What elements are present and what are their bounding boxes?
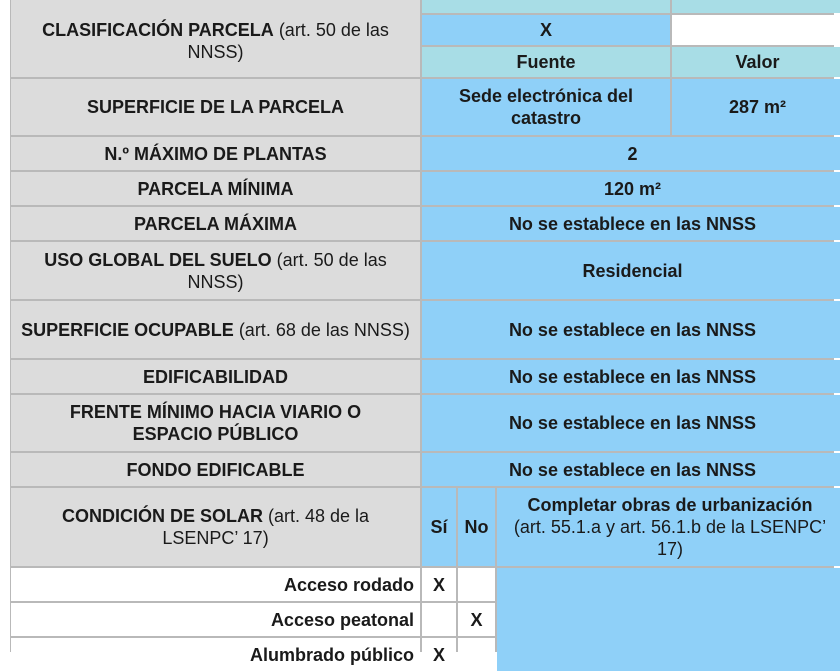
servicios-note-area bbox=[497, 568, 840, 671]
condicion-note-ref: (art. 55.1.a y art. 56.1.b de la LSENPC’ 17) bbox=[513, 517, 827, 559]
condicion-solar-ref: (art. 48 de la LSENPC’ 17) bbox=[162, 506, 370, 548]
max-plantas-label: N.º MÁXIMO DE PLANTAS bbox=[11, 137, 420, 170]
servicio-acceso-rodado-label: Acceso rodado bbox=[11, 568, 420, 601]
uso-global-label: USO GLOBAL DEL SUELO bbox=[44, 249, 272, 270]
servicio-alumbrado-publico-no bbox=[458, 638, 495, 671]
servicio-acceso-rodado-si: X bbox=[422, 568, 456, 601]
parcela-maxima-label: PARCELA MÁXIMA bbox=[11, 207, 420, 240]
clasificacion-label-cell bbox=[11, 0, 420, 77]
superficie-ocupable-label-cell bbox=[11, 301, 420, 358]
clasificacion-empty-cell bbox=[672, 15, 840, 45]
superficie-ocupable-value: No se establece en las NNSS bbox=[422, 301, 840, 358]
fondo-edificable-label: FONDO EDIFICABLE bbox=[11, 453, 420, 486]
condicion-solar-label: CONDICIÓN DE SOLAR bbox=[61, 506, 263, 526]
superficie-valor: 287 m² bbox=[672, 79, 840, 135]
superficie-fuente: Sede electrónica del catastro bbox=[422, 79, 670, 135]
uso-global-ref: (art. 50 de las NNSS) bbox=[187, 249, 387, 292]
fuente-header: Fuente bbox=[422, 47, 670, 77]
clasificacion-header-left bbox=[422, 0, 670, 13]
uso-global-value: Residencial bbox=[422, 242, 840, 299]
max-plantas-value: 2 bbox=[422, 137, 840, 170]
superficie-ocupable-label: SUPERFICIE OCUPABLE bbox=[21, 319, 234, 340]
servicio-acceso-peatonal-no: X bbox=[458, 603, 495, 636]
superficie-ocupable-ref: (art. 68 de las NNSS) bbox=[238, 319, 410, 340]
edificabilidad-label: EDIFICABILIDAD bbox=[11, 360, 420, 393]
parcela-minima-value: 120 m² bbox=[422, 172, 840, 205]
urban-planning-table bbox=[10, 0, 834, 665]
frente-minimo-label: FRENTE MÍNIMO HACIA VIARIO O ESPACIO PÚBLICO bbox=[11, 395, 420, 451]
clasificacion-ref: (art. 50 de las NNSS) bbox=[187, 20, 389, 62]
clasificacion-label: CLASIFICACIÓN PARCELA bbox=[42, 20, 274, 40]
condicion-note-cell bbox=[497, 488, 840, 566]
clasificacion-header-right bbox=[672, 0, 840, 13]
condicion-si-header: Sí bbox=[422, 488, 456, 566]
condicion-note-bold: Completar obras de urbanización bbox=[527, 495, 813, 515]
edificabilidad-value: No se establece en las NNSS bbox=[422, 360, 840, 393]
parcela-minima-label: PARCELA MÍNIMA bbox=[11, 172, 420, 205]
uso-global-label-cell bbox=[11, 242, 420, 299]
superficie-parcela-label: SUPERFICIE DE LA PARCELA bbox=[11, 79, 420, 135]
servicio-acceso-peatonal-label: Acceso peatonal bbox=[11, 603, 420, 636]
valor-header: Valor bbox=[672, 47, 840, 77]
servicio-acceso-peatonal-si bbox=[422, 603, 456, 636]
servicio-alumbrado-publico-label: Alumbrado público bbox=[11, 638, 420, 671]
condicion-no-header: No bbox=[458, 488, 495, 566]
clasificacion-mark: X bbox=[422, 15, 670, 45]
condicion-solar-label-cell bbox=[11, 488, 420, 566]
fondo-edificable-value: No se establece en las NNSS bbox=[422, 453, 840, 486]
servicio-acceso-rodado-no bbox=[458, 568, 495, 601]
servicio-alumbrado-publico-si: X bbox=[422, 638, 456, 671]
parcela-maxima-value: No se establece en las NNSS bbox=[422, 207, 840, 240]
frente-minimo-value: No se establece en las NNSS bbox=[422, 395, 840, 451]
